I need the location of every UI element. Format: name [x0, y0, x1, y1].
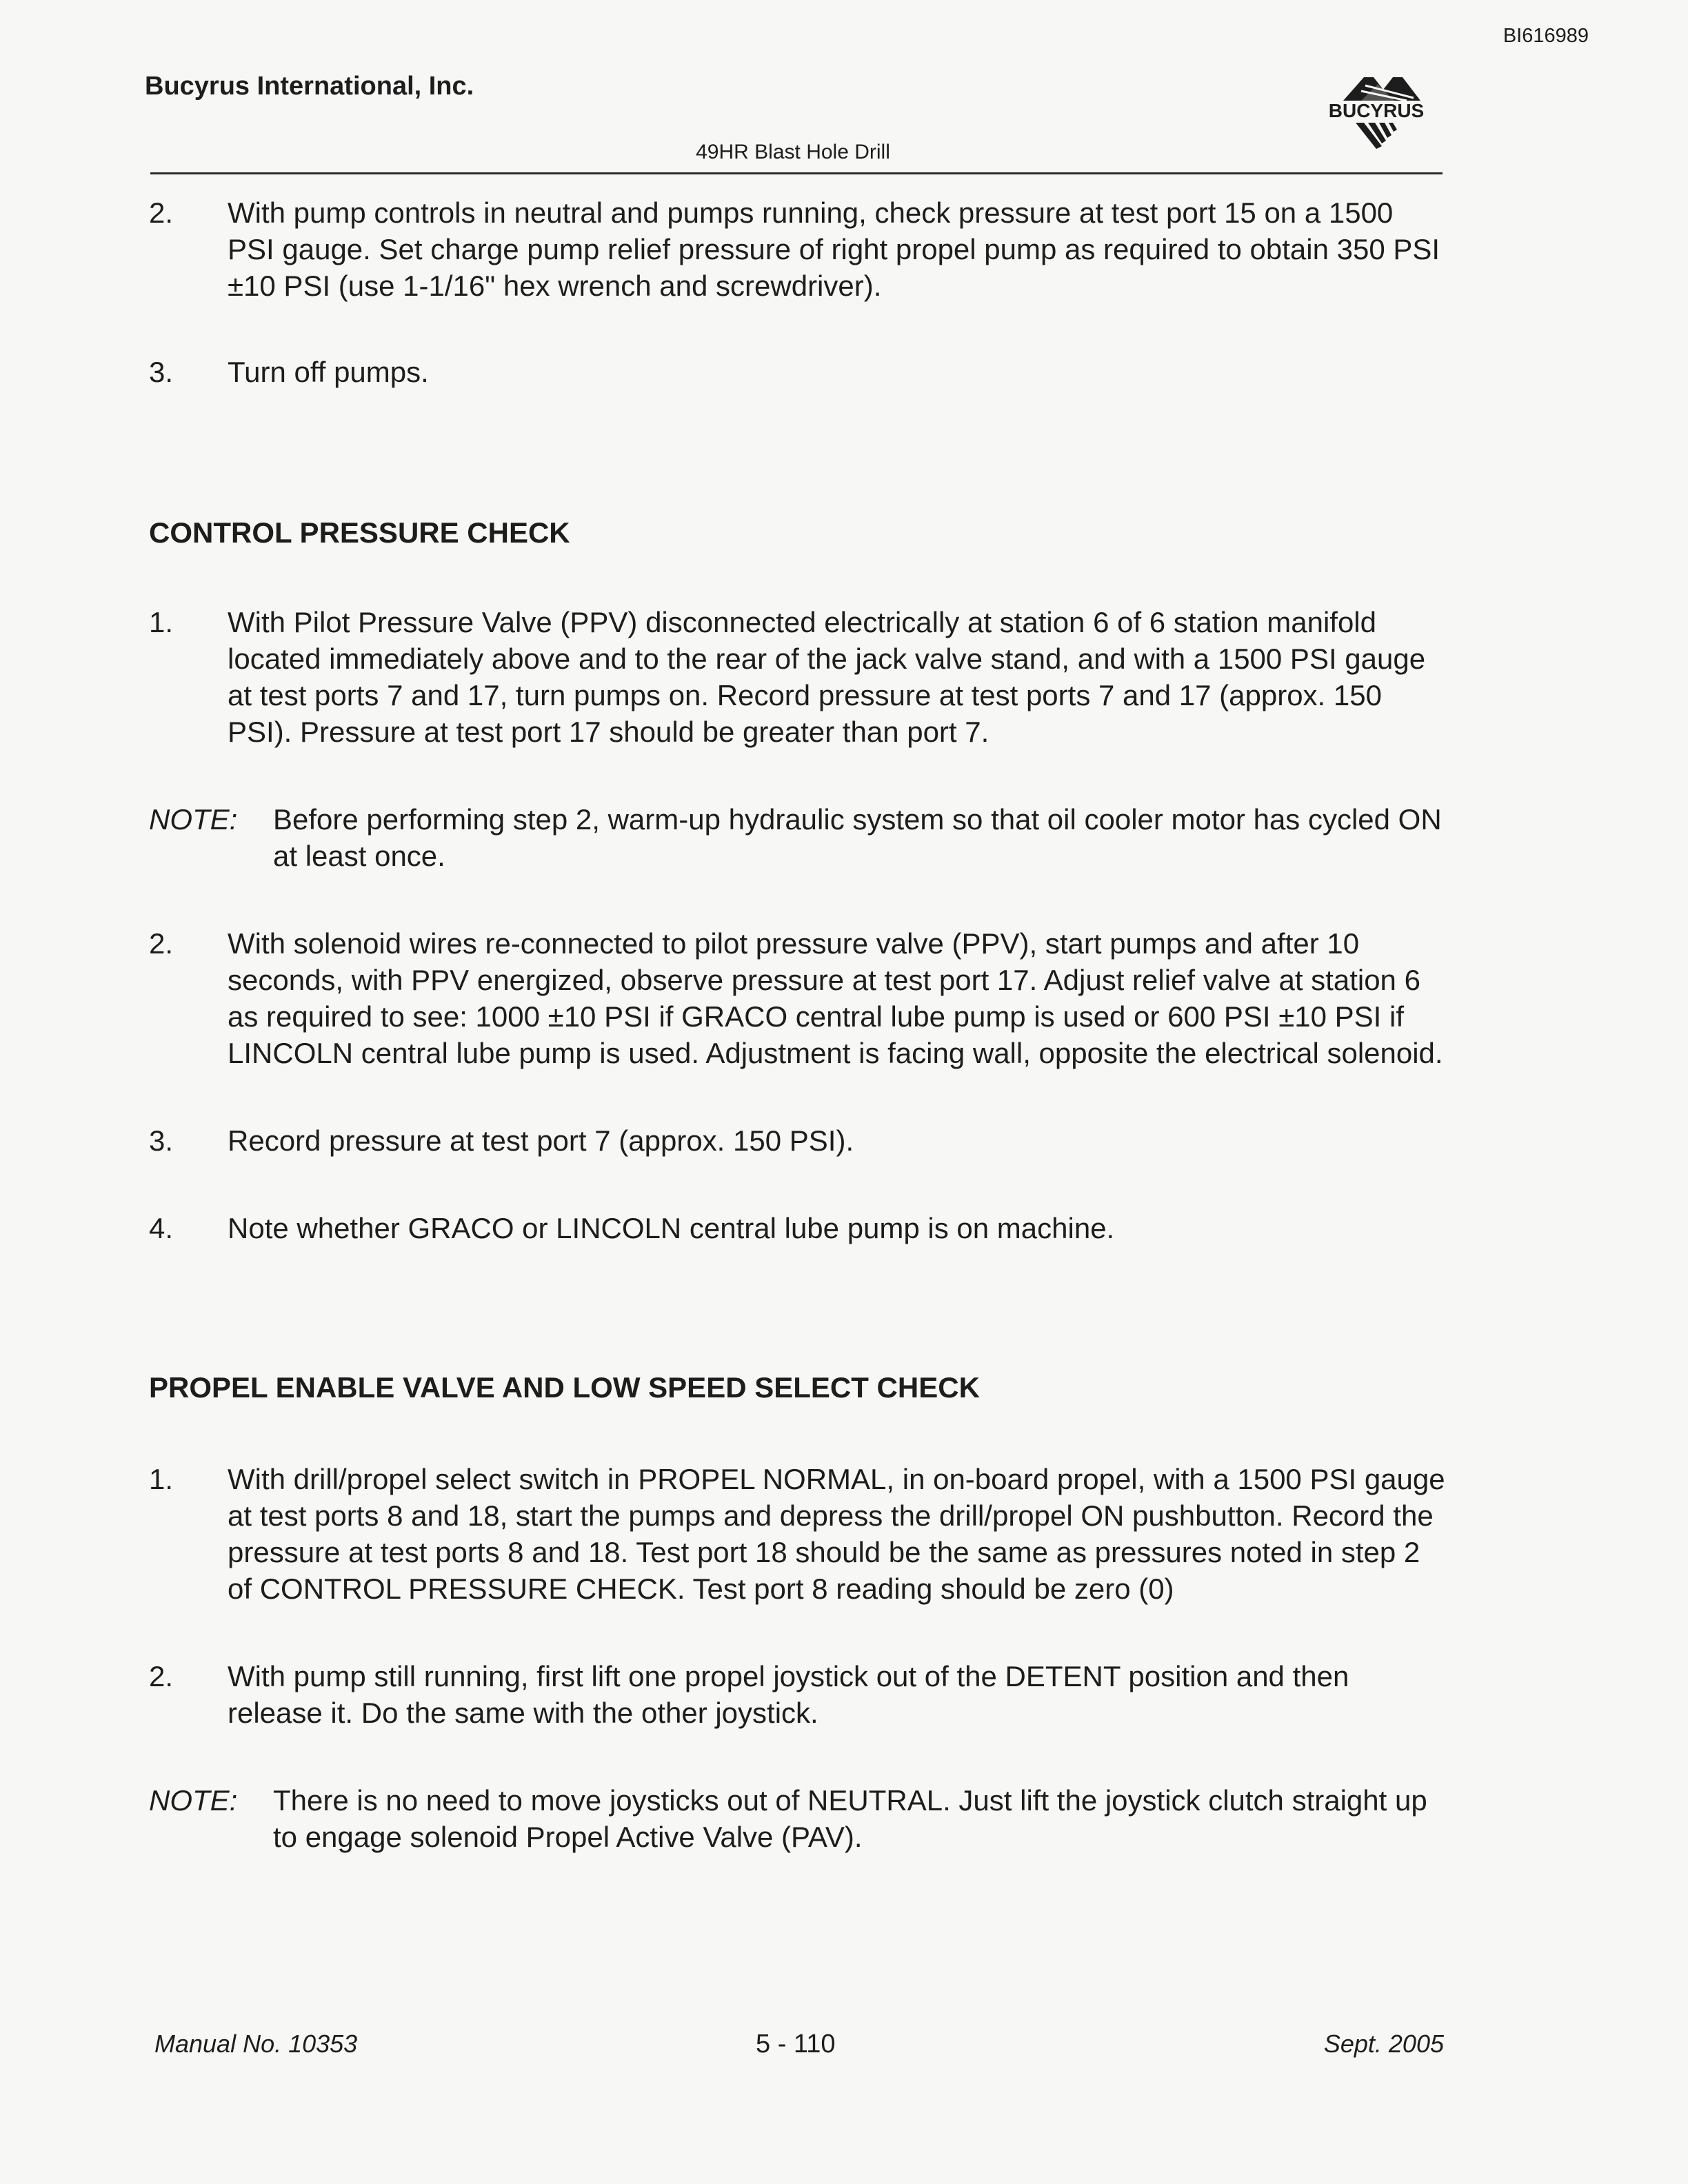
- item-text: With pump controls in neutral and pumps running, check pressure at test port 15 on a 1500 PSI gauge. Set charge pump relief pressure of right propel pump as required to obtain 350 PSI ±10 PSI (use 1-1/16" hex wrench and screwdriver).: [228, 196, 1440, 302]
- list-item: [149, 1210, 1445, 1246]
- note-text: There is no need to move joysticks out of NEUTRAL. Just lift the joystick clutch straight up to engage solenoid Propel Active Valve (PAV).: [273, 1784, 1427, 1853]
- logo-wordmark: BUCYRUS: [1328, 100, 1425, 121]
- note-label: NOTE:: [149, 1784, 238, 1817]
- company-name: Bucyrus International, Inc.: [145, 72, 474, 101]
- item-number: 1.: [149, 606, 174, 638]
- list-item: [149, 1658, 1445, 1731]
- list-item: [149, 194, 1445, 304]
- list-item: [149, 604, 1445, 750]
- note-text: Before performing step 2, warm-up hydraulic system so that oil cooler motor has cycled ON at least once.: [273, 803, 1442, 872]
- item-number: 3.: [149, 1124, 174, 1157]
- section-heading-control-pressure: CONTROL PRESSURE CHECK: [149, 516, 570, 549]
- manual-number: Manual No. 10353: [154, 2030, 358, 2058]
- item-text: With drill/propel select switch in PROPEL NORMAL, in on-board propel, with a 1500 PSI gauge at test ports 8 and 18, start the pumps and depress the drill/propel ON pushbutton. Record the pressure at test ports 8 and 18. Test port 18 should be the same as pressures noted in step 2 of CONTROL PRESSURE CHECK. Test port 8 reading should be zero (0): [228, 1463, 1445, 1605]
- section-heading-propel-enable: PROPEL ENABLE VALVE AND LOW SPEED SELECT CHECK: [149, 1371, 980, 1404]
- item-text: With pump still running, first lift one propel joystick out of the DETENT position and then release it. Do the same with the other joystick.: [228, 1660, 1349, 1729]
- item-number: 3.: [149, 356, 174, 388]
- item-number: 2.: [149, 1660, 174, 1692]
- publication-date: Sept. 2005: [1323, 2030, 1444, 2058]
- item-text: Turn off pumps.: [228, 356, 429, 388]
- list-item: [149, 1461, 1445, 1607]
- document-subtitle: 49HR Blast Hole Drill: [696, 141, 890, 163]
- note: [149, 1782, 1445, 1855]
- document-id: BI616989: [1503, 25, 1589, 47]
- header-divider: [150, 172, 1443, 174]
- list-item: [149, 925, 1445, 1071]
- item-text: Record pressure at test port 7 (approx. 150 PSI).: [228, 1124, 854, 1157]
- item-number: 1.: [149, 1463, 174, 1495]
- list-item: [149, 1122, 1445, 1159]
- list-item: [149, 354, 1445, 390]
- item-number: 2.: [149, 927, 174, 960]
- item-text: Note whether GRACO or LINCOLN central lube pump is on machine.: [228, 1212, 1115, 1244]
- page-body: [149, 194, 1445, 1855]
- page-number: 5 - 110: [756, 2030, 836, 2059]
- note-label: NOTE:: [149, 803, 238, 836]
- note: [149, 801, 1445, 874]
- item-text: With solenoid wires re-connected to pilot pressure valve (PPV), start pumps and after 10 seconds, with PPV energized, observe pressure at test port 17. Adjust relief valve at station 6 as required to see: 1000 ±10 PSI if GRACO central lube pump is used or 600 PSI ±10 PSI if LINCOLN central lube pump is used. Adjustment is facing wall, opposite the electrical solenoid.: [228, 927, 1443, 1069]
- item-number: 2.: [149, 196, 174, 229]
- item-number: 4.: [149, 1212, 174, 1244]
- item-text: With Pilot Pressure Valve (PPV) disconnected electrically at station 6 of 6 station manifold located immediately above and to the rear of the jack valve stand, and with a 1500 PSI gauge at test ports 7 and 17, turn pumps on. Record pressure at test ports 7 and 17 (approx. 150 PSI). Pressure at test port 17 should be greater than port 7.: [228, 606, 1426, 748]
